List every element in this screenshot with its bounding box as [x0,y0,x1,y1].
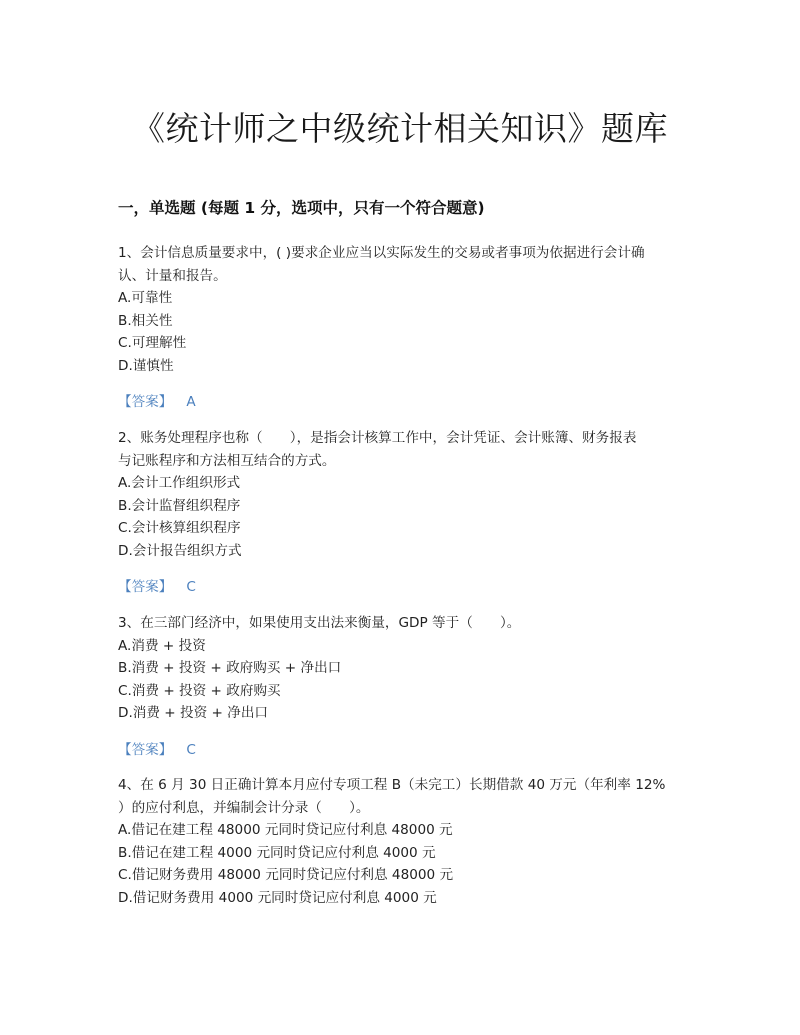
option-b: B.会计监督组织程序 [118,497,241,514]
question-stem-continued: 与记账程序和方法相互结合的方式。 [118,452,336,469]
answer-label: 【答案】 [118,579,173,595]
answer-line [118,739,678,761]
question-stem-continued: ）的应付利息，并编制会计分录（ ）。 [118,799,370,816]
option-b: B.相关性 [118,312,173,329]
option-d: D.借记财务费用 4000 元同时贷记应付利息 4000 元 [118,889,437,906]
option-a: A.消费 + 投资 [118,637,206,654]
question-stem: 3、在三部门经济中，如果使用支出法来衡量，GDP 等于（ ）。 [118,615,521,631]
option-a: A.会计工作组织形式 [118,475,241,491]
answer-line [118,391,678,413]
question-stem: 4、在 6 月 30 日正确计算本月应付专项工程 B（未完工）长期借款 40 万元（年利率 12% [118,777,666,793]
option-a: A.可靠性 [118,290,173,306]
option-d: D.会计报告组织方式 [118,542,242,559]
option-d: D.谨慎性 [118,357,174,374]
option-d: D.消费 + 投资 + 净出口 [118,705,269,721]
answer-value: A [186,394,196,410]
option-c: C.会计核算组织程序 [118,520,241,536]
question-1 [118,242,678,413]
question-stem: 2、账务处理程序也称（ ），是指会计核算工作中，会计凭证、会计账簿、财务报表 [118,430,637,446]
question-stem-continued: 认、计量和报告。 [118,267,227,284]
option-b: B.借记在建工程 4000 元同时贷记应付利息 4000 元 [118,844,436,861]
option-c: C.借记财务费用 48000 元同时贷记应付利息 48000 元 [118,867,454,883]
option-c: C.消费 + 投资 + 政府购买 [118,682,281,699]
answer-value: C [186,741,196,758]
answer-line [118,576,678,598]
question-4 [118,774,678,909]
question-2 [118,427,678,598]
section-title: 一，单选题 (每题 1 分，选项中，只有一个符合题意) [118,199,485,217]
answer-label: 【答案】 [118,741,173,758]
answer-value: C [186,579,196,595]
option-a: A.借记在建工程 48000 元同时贷记应付利息 48000 元 [118,822,453,838]
document-title: 《统计师之中级统计相关知识》题库 [132,109,668,148]
answer-label: 【答案】 [118,394,173,410]
question-stem: 1、会计信息质量要求中，( )要求企业应当以实际发生的交易或者事项为依据进行会计确 [118,245,645,261]
option-c: C.可理解性 [118,335,187,351]
option-b: B.消费 + 投资 + 政府购买 + 净出口 [118,660,342,676]
question-3 [118,612,678,761]
